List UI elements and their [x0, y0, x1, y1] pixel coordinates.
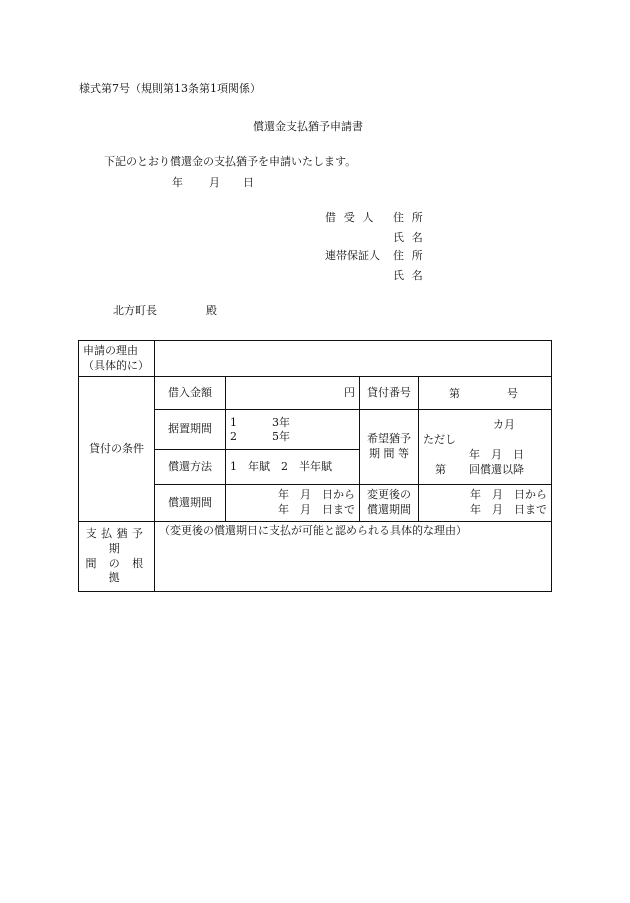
changed-label-line2: 償還期間: [367, 503, 411, 516]
changed-label-line1: 変更後の: [367, 488, 411, 502]
desired-deferment-label: [360, 410, 419, 485]
guarantor-name-label: 氏名: [393, 269, 431, 282]
reason-label: 申請の理由 （具体的に）: [79, 341, 155, 377]
desired-from-suffix: 回償還以降: [469, 463, 524, 476]
desired-deferment-field[interactable]: [419, 410, 552, 485]
loan-amount-label: 借入金額: [155, 377, 226, 410]
loan-number-prefix: 第: [449, 387, 460, 400]
deferment-period-options[interactable]: [226, 410, 360, 450]
changed-repay-period-field[interactable]: [419, 485, 552, 522]
guarantor-label: 連帯保証人: [325, 249, 380, 262]
repay-method-options[interactable]: 1 年賦 2 半年賦: [226, 450, 360, 485]
repay-period-to: 年 月 日まで: [278, 503, 355, 516]
desired-from-prefix: 第: [435, 463, 446, 476]
desired-deferment-label-line2: 期 間 等: [369, 447, 409, 460]
changed-period-from: 年 月 日から: [470, 488, 547, 502]
deferment-option-2-number: 2: [230, 430, 237, 443]
repay-period-label: 償還期間: [155, 485, 226, 522]
loan-amount-field[interactable]: [226, 377, 360, 410]
reason-field[interactable]: [155, 341, 552, 377]
loan-amount-unit: 円: [344, 385, 355, 399]
borrower-label: 借受人: [325, 211, 382, 224]
date-year-label: 年: [172, 176, 183, 189]
date-day-label: 日: [243, 176, 254, 189]
application-table: [78, 340, 552, 592]
deferment-option-1: 3年: [272, 416, 290, 429]
basis-label-line2: 間 の 根 拠: [85, 556, 148, 585]
loan-number-field[interactable]: [419, 377, 552, 410]
guarantor-address-label: 住所: [393, 249, 431, 262]
loan-number-suffix: 号: [507, 387, 518, 400]
borrower-name-label: 氏名: [393, 231, 431, 244]
deferment-basis-note: （変更後の償還期日に支払が可能と認められる具体的な理由）: [159, 524, 467, 537]
repay-period-field[interactable]: [226, 485, 360, 522]
loan-number-label: 貸付番号: [360, 377, 419, 410]
changed-repay-period-label: [360, 485, 419, 522]
basis-label-line1: 支払猶予期: [85, 526, 148, 555]
document-title: 償還金支払猶予申請書: [253, 120, 363, 133]
desired-however: ただし: [423, 433, 456, 446]
desired-date: 年 月 日: [469, 448, 524, 461]
changed-period-to: 年 月 日まで: [470, 503, 547, 516]
conditions-label: 貸付の条件: [79, 377, 155, 522]
deferment-option-1-number: 1: [230, 416, 237, 429]
intro-text: 下記のとおり償還金の支払猶予を申請いたします。: [104, 155, 357, 168]
desired-months: カ月: [493, 418, 515, 431]
repay-method-label: 償還方法: [155, 450, 226, 485]
deferment-basis-field[interactable]: [155, 522, 552, 592]
deferment-option-2: 5年: [272, 430, 290, 443]
form-number: 様式第7号（規則第13条第1項関係）: [79, 82, 261, 95]
deferment-period-label: 据置期間: [155, 410, 226, 450]
addressee-name: 北方町長: [113, 304, 157, 317]
addressee-honorific: 殿: [206, 304, 217, 317]
desired-deferment-label-line1: 希望猶予: [367, 432, 411, 446]
borrower-address-label: 住所: [393, 211, 431, 224]
repay-period-from: 年 月 日から: [278, 488, 355, 502]
date-month-label: 月: [209, 176, 220, 189]
deferment-basis-label: [79, 522, 155, 592]
